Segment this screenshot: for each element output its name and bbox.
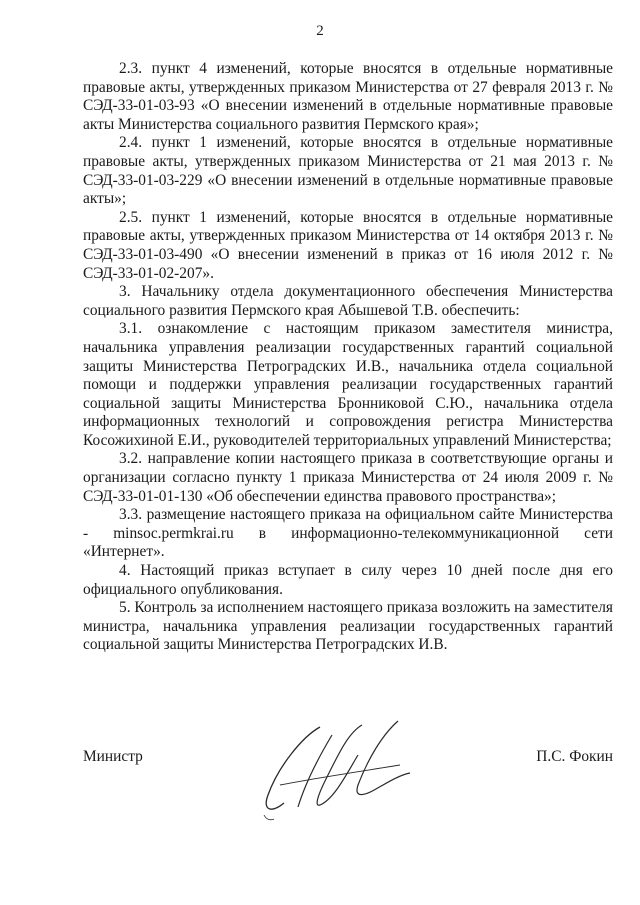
signatory-name: П.С. Фокин: [536, 748, 613, 765]
page-number: 2: [316, 23, 324, 39]
paragraph-3-2: 3.2. направление копии настоящего приказа в соответствующие органы и организации согласно пункту 1 приказа Министерства от 24 июля 2009 г. № СЭД-33-01-01-130 «Об обеспечении единства правового пространства»;: [83, 450, 613, 505]
paragraph-2-3: 2.3. пункт 4 изменений, которые вносятся в отдельные нормативные правовые акты, утвержденных приказом Министерства от 27 февраля 2013 г. № СЭД-33-01-03-93 «О внесении изменений в отдельные нормативные правовые акты Министерства социального развития Пермского края»;: [83, 60, 613, 133]
paragraph-5: 5. Контроль за исполнением настоящего приказа возложить на заместителя министра, начальника управления реализации государственных гарантий социальной защиты Министерства Петроградских И.В.: [83, 599, 614, 654]
paragraph-4: 4. Настоящий приказ вступает в силу через 10 дней после дня его официального опубликования.: [83, 562, 613, 598]
paragraph-2-4: 2.4. пункт 1 изменений, которые вносятся в отдельные нормативные правовые акты, утвержденных приказом Министерства от 21 мая 2013 г. № СЭД-33-01-03-229 «О внесении изменений в отдельные нормативные правовые акты»;: [83, 134, 613, 208]
signatory-title: Министр: [83, 748, 143, 765]
paragraph-3-1: 3.1. ознакомление с настоящим приказом заместителя министра, начальника управления реализации государственных гарантий социальной защиты Министерства Петроградских И.В., начальника отдела социальной помощи и поддержки управления реализации государственных гарантий социальной защиты Министерства Бронниковой С.Ю., начальника отдела информационных технологий и сопровождения регистра Министерства Косожихиной Е.И., руководителей территориальных управлений Министерства;: [83, 320, 613, 449]
document-body: [83, 60, 613, 655]
paragraph-2-5: 2.5. пункт 1 изменений, которые вносятся в отдельные нормативные правовые акты, утвержденных приказом Министерства от 14 октября 2013 г. № СЭД-33-01-03-490 «О внесении изменений в приказ от 16 июля 2012 г. № СЭД-33-01-02-207».: [83, 208, 613, 282]
paragraph-3: 3. Начальнику отдела документационного обеспечения Министерства социального развития Пермского края Абышевой Т.В. обеспечить:: [83, 283, 613, 319]
paragraph-3-3: 3.3. размещение настоящего приказа на официальном сайте Министерства - minsoc.permkrai.ru в информационно-телекоммуникационной сети «Интернет».: [83, 506, 613, 561]
handwritten-signature: [250, 715, 420, 825]
